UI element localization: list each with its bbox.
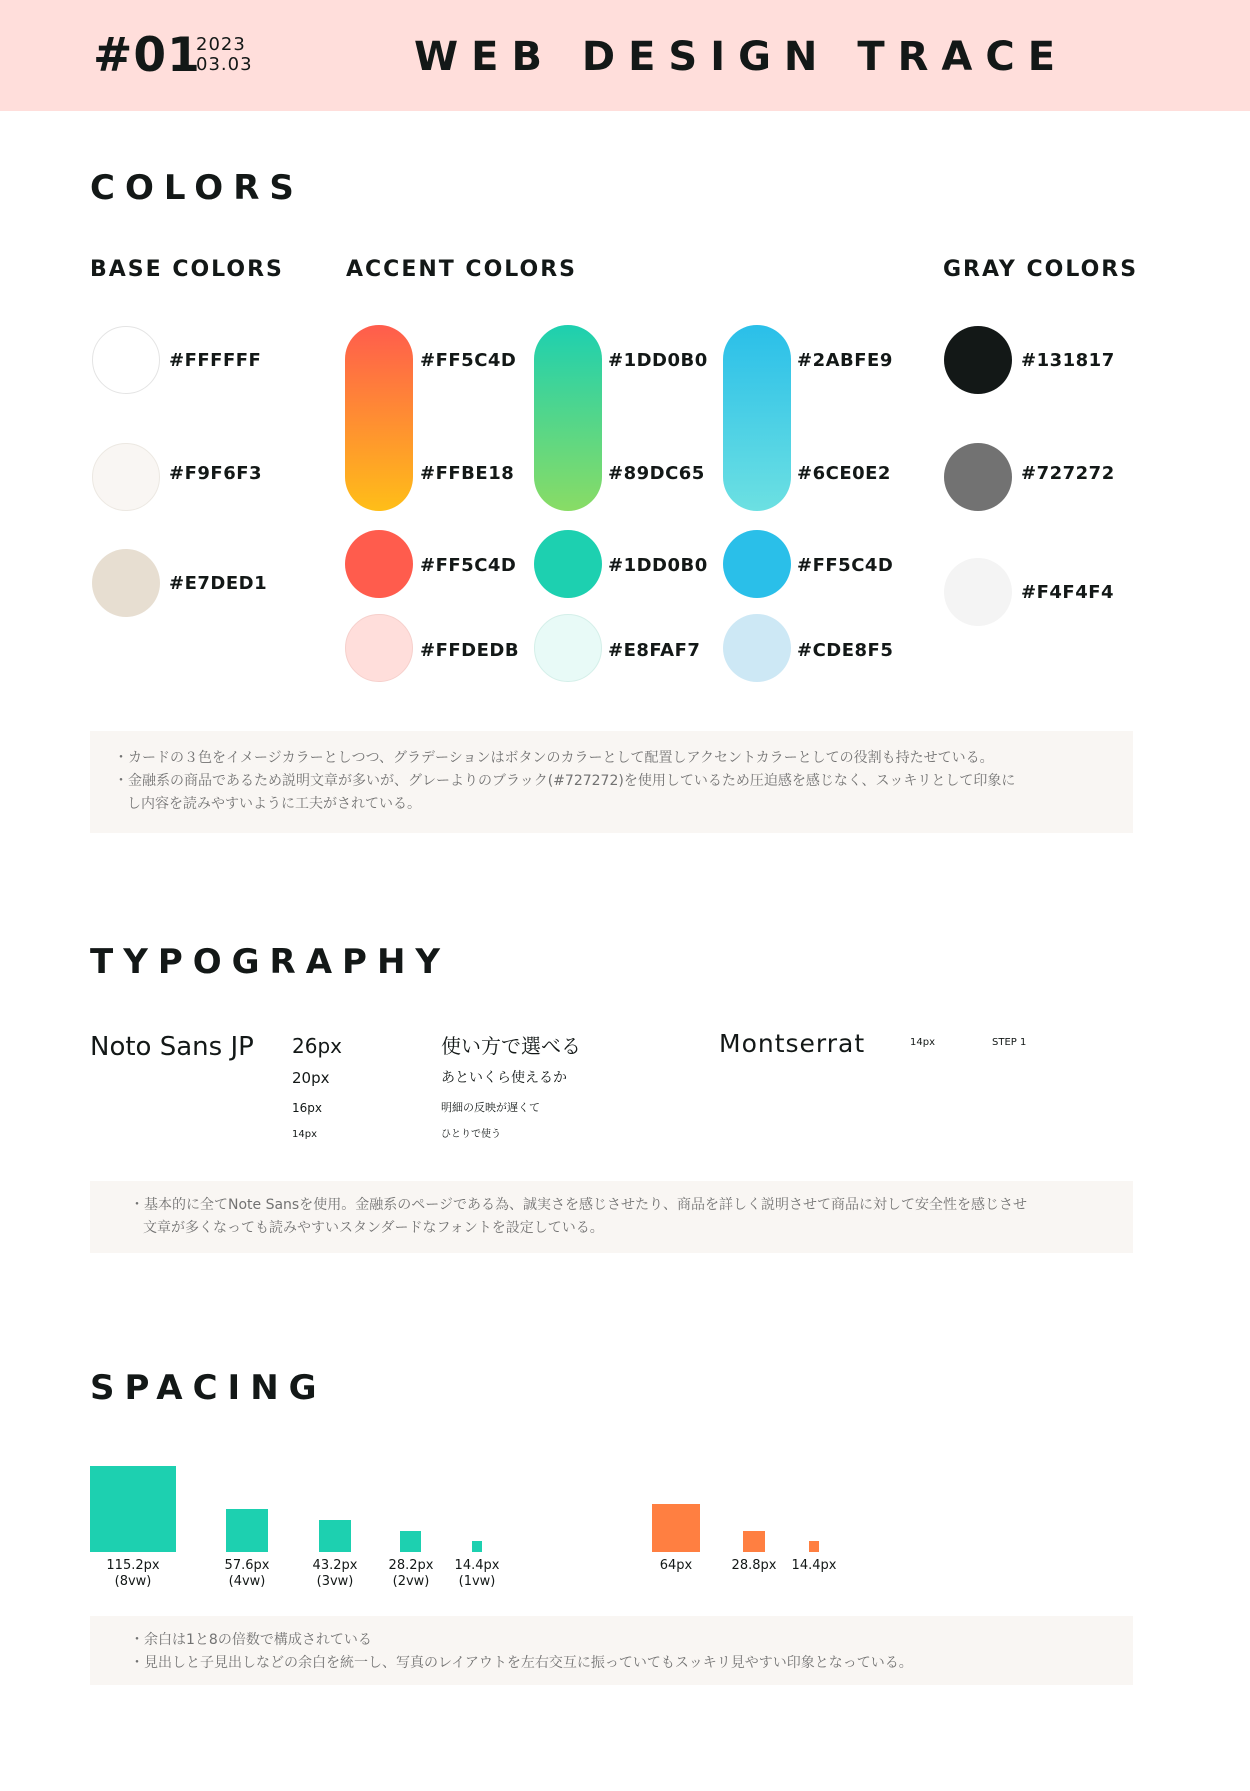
secondary-font-size: 14px <box>910 1037 935 1048</box>
primary-font-name: Noto Sans JP <box>90 1032 254 1062</box>
accent-gradient-green-bottom-label: #89DC65 <box>608 463 705 484</box>
spacing-caption-px: 14.4px <box>791 1558 837 1573</box>
spacing-caption <box>202 1558 292 1590</box>
type-sample-14: ひとりで使う <box>441 1129 501 1140</box>
spacing-caption-px: 64px <box>659 1558 693 1573</box>
type-sample-26: 使い方で選べる <box>441 1034 581 1058</box>
issue-number: #01 <box>93 28 201 83</box>
base-swatch-cream <box>92 443 160 511</box>
accent-gradient-orange <box>345 325 413 511</box>
base-colors-title: BASE COLORS <box>90 257 284 282</box>
gray-swatch-mid-label: #727272 <box>1021 463 1115 484</box>
accent-gradient-blue-bottom-label: #6CE0E2 <box>797 463 891 484</box>
spacing-square-teal <box>319 1520 351 1552</box>
base-swatch-beige <box>92 549 160 617</box>
issue-year: 2023 <box>196 34 246 55</box>
accent-gradient-orange-bottom-label: #FFBE18 <box>420 463 515 484</box>
accent-gradient-green-top-label: #1DD0B0 <box>608 350 708 371</box>
secondary-font-name: Montserrat <box>719 1029 866 1058</box>
colors-note-line: ・金融系の商品であるため説明文章が多いが、グレーよりのブラック(#727272)を使用しているため圧迫感を感じなく、スッキリとして印象に <box>114 773 1016 789</box>
spacing-square-teal <box>90 1466 176 1552</box>
spacing-note-line: ・余白は1と8の倍数で構成されている <box>130 1632 372 1648</box>
spacing-square-teal <box>400 1531 421 1552</box>
accent-solid-red <box>345 530 413 598</box>
type-size-26: 26px <box>292 1034 342 1058</box>
spacing-caption-vw: (2vw) <box>392 1574 430 1589</box>
accent-light-pink-label: #FFDEDB <box>420 640 520 661</box>
base-swatch-white-label: #FFFFFF <box>169 350 262 371</box>
spacing-caption-vw: (1vw) <box>458 1574 496 1589</box>
gray-swatch-light-label: #F4F4F4 <box>1021 582 1115 603</box>
accent-light-blue-label: #CDE8F5 <box>797 640 894 661</box>
spacing-square-orange <box>743 1531 764 1552</box>
accent-solid-teal <box>534 530 602 598</box>
secondary-font-sample: STEP 1 <box>992 1037 1027 1048</box>
spacing-caption-px: 43.2px <box>312 1558 358 1573</box>
accent-colors-title: ACCENT COLORS <box>346 257 577 282</box>
spacing-caption-vw: (8vw) <box>114 1574 152 1589</box>
gray-colors-title: GRAY COLORS <box>943 257 1139 282</box>
typography-note-line: 文章が多くなっても読みやすいスタンダードなフォントを設定している。 <box>143 1220 604 1236</box>
accent-light-pink <box>345 614 413 682</box>
typography-section-title: TYPOGRAPHY <box>90 942 451 982</box>
spacing-caption-px: 115.2px <box>106 1558 160 1573</box>
accent-gradient-blue-top-label: #2ABFE9 <box>797 350 893 371</box>
spacing-square-teal <box>226 1509 269 1552</box>
spacing-caption <box>290 1558 380 1590</box>
typography-note-box <box>90 1181 1133 1253</box>
spacing-square-orange <box>652 1504 700 1552</box>
accent-solid-teal-label: #1DD0B0 <box>608 555 708 576</box>
typography-note-line: ・基本的に全てNote Sansを使用。金融系のページである為、誠実さを感じさせたり、商品を詳しく説明させて商品に対して安全性を感じさせ <box>130 1197 1027 1213</box>
accent-light-mint-label: #E8FAF7 <box>608 640 701 661</box>
accent-solid-red-label: #FF5C4D <box>420 555 517 576</box>
page-title: WEB DESIGN TRACE <box>414 34 1069 80</box>
colors-note-line: ・カードの３色をイメージカラーとしつつ、グラデーションはボタンのカラーとして配置しアクセントカラーとしての役割も持たせている。 <box>114 750 994 766</box>
accent-solid-blue <box>723 530 791 598</box>
accent-light-mint <box>534 614 602 682</box>
accent-gradient-green <box>534 325 602 511</box>
spacing-caption-px: 57.6px <box>224 1558 270 1573</box>
spacing-caption <box>366 1558 456 1590</box>
spacing-caption <box>432 1558 522 1590</box>
type-size-14: 14px <box>292 1129 317 1140</box>
type-sample-20: あといくら使えるか <box>441 1070 567 1086</box>
base-swatch-beige-label: #E7DED1 <box>169 573 268 594</box>
colors-note-line: し内容を読みやすいように工夫がされている。 <box>127 796 421 812</box>
spacing-caption-vw: (3vw) <box>316 1574 354 1589</box>
accent-solid-blue-label: #FF5C4D <box>797 555 894 576</box>
base-swatch-white <box>92 326 160 394</box>
spacing-square-orange <box>809 1541 820 1552</box>
base-swatch-cream-label: #F9F6F3 <box>169 463 263 484</box>
type-size-16: 16px <box>292 1101 322 1115</box>
type-size-20: 20px <box>292 1069 330 1087</box>
spacing-caption <box>88 1558 178 1590</box>
spacing-square-teal <box>472 1541 483 1552</box>
accent-gradient-blue <box>723 325 791 511</box>
accent-light-blue <box>723 614 791 682</box>
spacing-note-line: ・見出しと子見出しなどの余白を統一し、写真のレイアウトを左右交互に振っていてもスッキリ見やすい印象となっている。 <box>130 1655 913 1671</box>
gray-swatch-black-label: #131817 <box>1021 350 1115 371</box>
accent-gradient-orange-top-label: #FF5C4D <box>420 350 517 371</box>
spacing-caption-px: 28.8px <box>731 1558 777 1573</box>
type-sample-16: 明細の反映が遅くて <box>441 1101 540 1114</box>
colors-note-box <box>90 731 1133 833</box>
colors-section-title: COLORS <box>90 168 304 208</box>
gray-swatch-mid <box>944 443 1012 511</box>
spacing-caption-px: 28.2px <box>388 1558 434 1573</box>
issue-date <box>196 35 253 75</box>
gray-swatch-light <box>944 558 1012 626</box>
spacing-caption-vw: (4vw) <box>228 1574 266 1589</box>
issue-month-day: 03.03 <box>196 54 253 75</box>
gray-swatch-black <box>944 326 1012 394</box>
spacing-note-box <box>90 1616 1133 1685</box>
spacing-section-title: SPACING <box>90 1368 327 1408</box>
spacing-caption-px: 14.4px <box>454 1558 500 1573</box>
